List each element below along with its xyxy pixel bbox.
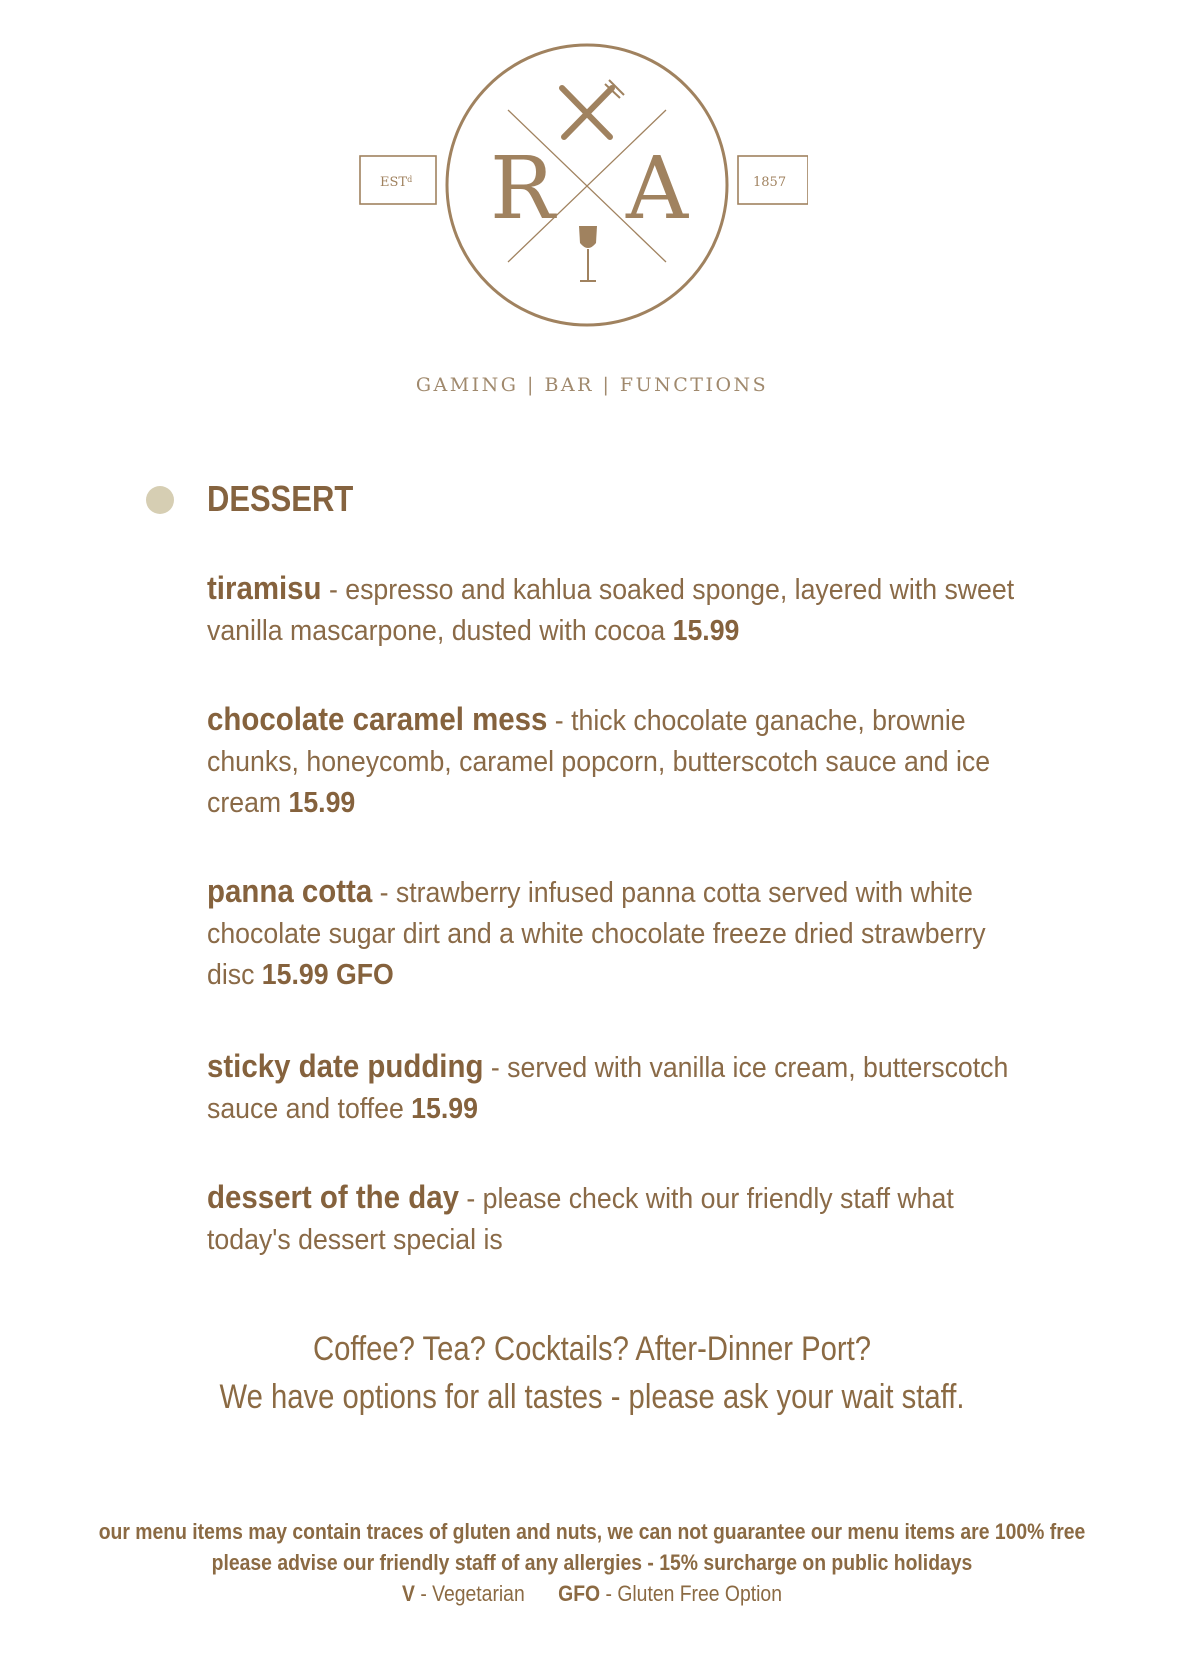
menu-item-tiramisu [207, 568, 1035, 652]
item-name: dessert of the day [207, 1179, 459, 1215]
legend-gfo-code: GFO [558, 1581, 601, 1606]
item-description: - thick chocolate ganache, brownie chunks, honeycomb, caramel popcorn, butterscotch sauce and ice cream [207, 705, 991, 819]
surcharge-notice: please advise our friendly staff of any allergies - 15% surcharge on public holidays [211, 1550, 973, 1575]
logo-initial-a: A [626, 139, 689, 239]
footer-notes [0, 1516, 1184, 1609]
item-price: 15.99 [411, 1093, 478, 1125]
menu-item-dessert-of-the-day [207, 1177, 1035, 1261]
menu-list [207, 568, 1047, 1308]
logo-initial-r: R [490, 139, 555, 239]
drinks-callout-line2: We have options for all tastes - please ask your wait staff. [219, 1378, 965, 1416]
section-title: DESSERT [207, 478, 354, 519]
legend-v-text: - Vegetarian [414, 1581, 525, 1606]
tagline: GAMING | BAR | FUNCTIONS [415, 374, 769, 396]
drinks-callout-line1: Coffee? Tea? Cocktails? After-Dinner Port? [312, 1330, 872, 1368]
item-description: - please check with our friendly staff what today's dessert special is [207, 1183, 954, 1256]
item-name: panna cotta [207, 873, 373, 909]
item-price: 15.99 [672, 615, 740, 647]
item-name: tiramisu [207, 570, 322, 606]
item-description: - espresso and kahlua soaked sponge, layered with sweet vanilla mascarpone, dusted with cocoa [207, 574, 1015, 647]
item-name: sticky date pudding [207, 1048, 484, 1084]
est-label: EST$^d$ [380, 175, 413, 190]
section-bullet [146, 486, 174, 514]
logo [358, 40, 808, 330]
legend-v-code: V [402, 1581, 415, 1606]
legend-gfo-text: - Gluten Free Option [600, 1581, 782, 1606]
allergen-notice: our menu items may contain traces of gluten and nuts, we can not guarantee our menu items are 100% free [98, 1519, 1086, 1544]
menu-item-sticky-date-pudding [207, 1046, 1035, 1130]
year-label: 1857 [753, 175, 787, 190]
dietary-legend [71, 1578, 1113, 1609]
menu-item-chocolate-caramel-mess [207, 699, 1035, 824]
menu-item-panna-cotta [207, 871, 1035, 996]
item-description: - served with vanilla ice cream, butterscotch sauce and toffee [207, 1052, 1009, 1125]
drinks-callout [0, 1325, 1184, 1421]
item-description: - strawberry infused panna cotta served with white chocolate sugar dirt and a white chocolate freeze dried strawberry disc [207, 877, 986, 991]
item-price: 15.99 [288, 787, 356, 819]
item-name: chocolate caramel mess [207, 701, 548, 737]
item-price: 15.99 GFO [261, 959, 394, 991]
